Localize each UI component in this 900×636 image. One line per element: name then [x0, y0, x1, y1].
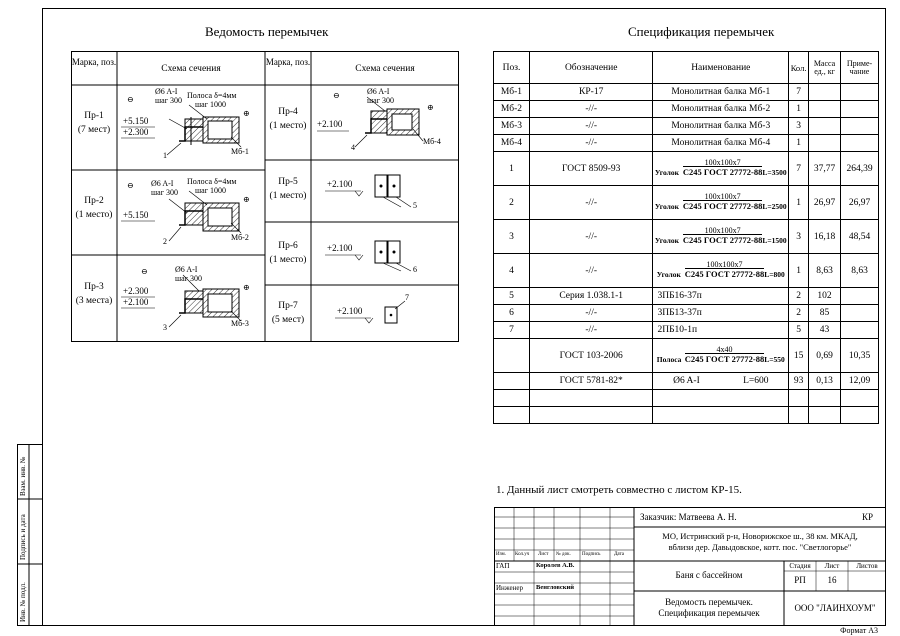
- cell-pos: 6: [494, 305, 530, 322]
- table-row: [494, 322, 879, 339]
- cell-empty: [653, 390, 789, 407]
- label-rebar: Ø6 A-I: [175, 265, 198, 274]
- cell-pos: Мб-2: [494, 101, 530, 118]
- label-rebar: Ø6 A-I: [151, 179, 174, 188]
- label-elev: +2.100: [317, 119, 343, 129]
- cell-qty: 3: [789, 118, 809, 135]
- cell-qty: 15: [789, 339, 809, 373]
- header-mark-left: Марка, поз.: [71, 57, 117, 67]
- cell-empty: [529, 407, 653, 424]
- object-name: Баня с бассейном: [675, 570, 743, 580]
- cell-empty: [809, 407, 841, 424]
- cell-note: 8,63: [841, 254, 879, 288]
- table-row: [494, 305, 879, 322]
- cell-mass: 0,13: [809, 373, 841, 390]
- profile-type: Полоса: [656, 354, 682, 364]
- document-name: [634, 597, 784, 620]
- cell-name: [653, 152, 789, 186]
- profile-steel: С245 ГОСТ 27772-88: [682, 200, 763, 211]
- cell-code: -//-: [529, 254, 653, 288]
- cell-name: [653, 339, 789, 373]
- customer: Заказчик: Матвеева А. Н.: [640, 512, 737, 522]
- cell-code: Серия 1.038.1-1: [529, 288, 653, 305]
- document-name-line-1: Ведомость перемычек.: [665, 597, 753, 607]
- label-beam: Мб-3: [231, 319, 249, 328]
- label-step: шаг 300: [175, 274, 202, 283]
- label-elev-1: +5.150: [123, 210, 149, 220]
- table-row: [494, 186, 879, 220]
- cell-qty: 93: [789, 373, 809, 390]
- label-strip-step: шаг 1000: [195, 100, 226, 109]
- profile-length: L=2500: [762, 201, 787, 211]
- cell-qty: 1: [789, 101, 809, 118]
- cell-name-part: Ø6 A-I: [673, 376, 700, 386]
- plus-sign: ⊕: [243, 195, 250, 204]
- profile-size: 100х100х7: [706, 260, 743, 270]
- cell-pos: Мб-3: [494, 118, 530, 135]
- table-row: [494, 152, 879, 186]
- cell-pos: 1: [494, 152, 530, 186]
- table-row: [494, 390, 879, 407]
- stage-header: Стадия: [789, 562, 811, 570]
- cell-pos: Мб-1: [494, 84, 530, 101]
- label-elev: +2.100: [327, 179, 353, 189]
- cell-mass: 37,77: [809, 152, 841, 186]
- cell-mass: 43: [809, 322, 841, 339]
- cell-mass: 16,18: [809, 220, 841, 254]
- table-row: [494, 135, 879, 152]
- cell-mass: 102: [809, 288, 841, 305]
- cell-code: -//-: [529, 101, 653, 118]
- cell-code: -//-: [529, 135, 653, 152]
- cell-mass: 0,69: [809, 339, 841, 373]
- label-pos: 4: [351, 143, 355, 152]
- sheet-value: 16: [827, 575, 837, 585]
- project-code: КР: [862, 512, 874, 522]
- cell-note: 26,97: [841, 186, 879, 220]
- side-label-inventory: Инв. № подл.: [19, 582, 27, 622]
- cell-code: ГОСТ 5781-82*: [529, 373, 653, 390]
- label-elev-1: +5.150: [123, 116, 149, 126]
- title-block: [494, 507, 886, 626]
- cell-name-length: L=600: [743, 376, 769, 386]
- cell-name: Монолитная балка Мб-3: [653, 118, 789, 135]
- minus-sign: ⊖: [141, 267, 148, 276]
- cell-pos: [494, 373, 530, 390]
- left-title: Ведомость перемычек: [205, 24, 329, 39]
- profile-steel: С245 ГОСТ 27772-88: [682, 234, 763, 245]
- label-elev-2: +2.300: [123, 127, 149, 137]
- profile-steel: С245 ГОСТ 27772-88: [682, 166, 763, 177]
- organization: ООО "ЛАИНХОУМ": [794, 603, 876, 613]
- col-date: Дата: [614, 552, 624, 557]
- table-row: [494, 84, 879, 101]
- col-sheet: Лист: [538, 552, 549, 557]
- profile-length: L=3500: [762, 167, 787, 177]
- cell-pos: [494, 339, 530, 373]
- cell-note: 48,54: [841, 220, 879, 254]
- sheets-header: Листов: [856, 562, 878, 570]
- spec-header-qty: Кол.: [789, 52, 809, 84]
- profile-length: L=550: [764, 354, 785, 364]
- cell-qty: 7: [789, 84, 809, 101]
- cell-name: 3ПБ13-37п: [653, 305, 789, 322]
- cell-empty: [494, 407, 530, 424]
- mark-pr4: Пр-4 (1 место): [269, 107, 307, 132]
- label-step: шаг 300: [367, 96, 394, 105]
- cell-note: [841, 288, 879, 305]
- table-row: [494, 118, 879, 135]
- sheet-note: 1. Данный лист смотреть совместно с листом КР-15.: [496, 484, 742, 496]
- cell-note: 264,39: [841, 152, 879, 186]
- cell-mass: [809, 118, 841, 135]
- profile-type: Уголок: [654, 167, 679, 177]
- label-pos: 5: [413, 201, 417, 210]
- cell-pos: 4: [494, 254, 530, 288]
- cell-name: [653, 220, 789, 254]
- spec-header-note: Приме- чание: [841, 52, 879, 84]
- header-mark-right: Марка, поз.: [265, 57, 311, 67]
- col-count: Кол.уч: [515, 552, 530, 557]
- table-row: [494, 339, 879, 373]
- name-gap: Королев А.В.: [536, 562, 575, 569]
- cell-mass: [809, 135, 841, 152]
- cell-name: [653, 254, 789, 288]
- table-row: [494, 407, 879, 424]
- name-engineer: Венгловский: [536, 584, 575, 591]
- table-row: [494, 101, 879, 118]
- label-step: шаг 300: [151, 188, 178, 197]
- spec-header-code: Обозначение: [529, 52, 653, 84]
- label-beam: Мб-2: [231, 233, 249, 242]
- plus-sign: ⊕: [427, 103, 434, 112]
- cell-qty: 2: [789, 305, 809, 322]
- cell-code: -//-: [529, 305, 653, 322]
- label-elev: +2.100: [327, 243, 353, 253]
- cell-pos: 3: [494, 220, 530, 254]
- profile-type: Уголок: [656, 269, 681, 279]
- profile-size: 100х100х7: [704, 158, 741, 168]
- profile-steel: С245 ГОСТ 27772-88: [684, 353, 765, 364]
- cell-code: КР-17: [529, 84, 653, 101]
- mark-pr2: Пр-2 (1 место): [75, 196, 113, 221]
- cell-empty: [841, 390, 879, 407]
- cell-pos: 7: [494, 322, 530, 339]
- table-row: [494, 373, 879, 390]
- sheet-header: Лист: [824, 562, 840, 570]
- document-name-line-2: Спецификация перемычек: [658, 608, 760, 619]
- header-scheme-left: Схема сечения: [161, 64, 221, 74]
- label-pos: 3: [163, 323, 167, 332]
- sheet-format: Формат А3: [840, 626, 878, 635]
- table-row: [494, 254, 879, 288]
- stage-value: РП: [794, 575, 806, 585]
- profile-size: 4х40: [716, 345, 733, 355]
- cell-name: Монолитная балка Мб-2: [653, 101, 789, 118]
- header-scheme-right: Схема сечения: [355, 64, 415, 74]
- cell-mass: 8,63: [809, 254, 841, 288]
- cell-qty: 1: [789, 186, 809, 220]
- cell-name: Монолитная балка Мб-4: [653, 135, 789, 152]
- table-row: [494, 288, 879, 305]
- cell-empty: [789, 390, 809, 407]
- col-change: Изм.: [496, 552, 506, 557]
- cell-note: [841, 305, 879, 322]
- cell-mass: [809, 101, 841, 118]
- cell-note: [841, 84, 879, 101]
- cell-note: [841, 101, 879, 118]
- mark-pr3: Пр-3 (3 места): [75, 282, 113, 307]
- profile-type: Уголок: [654, 235, 679, 245]
- address-line-1: МО, Истринский р-н, Новорижское ш., 38 км. МКАД,: [662, 531, 858, 541]
- cell-qty: 1: [789, 135, 809, 152]
- cell-empty: [653, 407, 789, 424]
- cell-qty: 2: [789, 288, 809, 305]
- cell-name: 3ПБ16-37п: [653, 288, 789, 305]
- label-pos: 1: [163, 151, 167, 160]
- lintel-schedule-table: [71, 51, 459, 342]
- mark-pr1: Пр-1 (7 мест): [77, 111, 111, 136]
- cell-qty: 5: [789, 322, 809, 339]
- cell-note: [841, 118, 879, 135]
- cell-name: [653, 186, 789, 220]
- label-pos: 7: [405, 293, 409, 302]
- minus-sign: ⊖: [333, 91, 340, 100]
- cell-pos: 2: [494, 186, 530, 220]
- profile-type: Уголок: [654, 201, 679, 211]
- cell-mass: [809, 84, 841, 101]
- mark-pr7: Пр-7 (5 мест): [271, 301, 305, 326]
- profile-size: 100х100х7: [704, 226, 741, 236]
- address-line-2: вблизи дер. Давыдовское, котт. пос. "Светлогорье": [668, 542, 852, 553]
- side-label-signature: Подпись и дата: [19, 514, 27, 560]
- spec-header-name: Наименование: [653, 52, 789, 84]
- cell-empty: [841, 407, 879, 424]
- cell-code: -//-: [529, 118, 653, 135]
- profile-size: 100х100х7: [704, 192, 741, 202]
- cell-code: -//-: [529, 220, 653, 254]
- plus-sign: ⊕: [243, 283, 250, 292]
- col-sign: Подпись: [582, 552, 601, 557]
- cell-note: [841, 135, 879, 152]
- cell-name: Монолитная балка Мб-1: [653, 84, 789, 101]
- label-strip: Полоса δ=4мм: [187, 177, 237, 186]
- cell-note: [841, 322, 879, 339]
- cell-code: ГОСТ 8509-93: [529, 152, 653, 186]
- label-beam: Мб-1: [231, 147, 249, 156]
- side-label-replace: Взам. инв. №: [19, 456, 27, 496]
- cell-qty: 3: [789, 220, 809, 254]
- label-strip: Полоса δ=4мм: [187, 91, 237, 100]
- cell-qty: 7: [789, 152, 809, 186]
- spec-header-pos: Поз.: [494, 52, 530, 84]
- minus-sign: ⊖: [127, 95, 134, 104]
- profile-steel: С245 ГОСТ 27772-88: [684, 268, 765, 279]
- cell-code: ГОСТ 103-2006: [529, 339, 653, 373]
- spec-header-row: [494, 52, 879, 84]
- cell-code: -//-: [529, 322, 653, 339]
- label-rebar: Ø6 A-I: [367, 87, 390, 96]
- label-step: шаг 300: [155, 96, 182, 105]
- cell-pos: 5: [494, 288, 530, 305]
- spec-table: [493, 51, 879, 424]
- plus-sign: ⊕: [243, 109, 250, 118]
- mark-pr5: Пр-5 (1 место): [269, 177, 307, 202]
- cell-empty: [789, 407, 809, 424]
- address: [634, 531, 886, 553]
- profile-length: L=1500: [762, 235, 787, 245]
- cell-pos: Мб-4: [494, 135, 530, 152]
- spec-header-mass: Масса ед., кг: [809, 52, 841, 84]
- minus-sign: ⊖: [127, 181, 134, 190]
- cell-empty: [529, 390, 653, 407]
- cell-note: 10,35: [841, 339, 879, 373]
- cell-mass: 26,97: [809, 186, 841, 220]
- mark-pr6: Пр-6 (1 место): [269, 241, 307, 266]
- label-rebar: Ø6 A-I: [155, 87, 178, 96]
- cell-name: 2ПБ10-1п: [653, 322, 789, 339]
- cell-empty: [494, 390, 530, 407]
- cell-note: 12,09: [841, 373, 879, 390]
- label-pos: 6: [413, 265, 417, 274]
- cell-empty: [809, 390, 841, 407]
- role-engineer: Инженер: [496, 584, 524, 592]
- label-beam: Мб-4: [423, 137, 441, 146]
- cell-qty: 1: [789, 254, 809, 288]
- profile-length: L=800: [764, 269, 785, 279]
- cell-name: [653, 373, 789, 390]
- cell-mass: 85: [809, 305, 841, 322]
- label-elev-1: +2.300: [123, 286, 149, 296]
- label-pos: 2: [163, 237, 167, 246]
- side-stamp: [17, 444, 43, 626]
- label-strip-step: шаг 1000: [195, 186, 226, 195]
- role-gap: ГАП: [496, 562, 510, 570]
- right-title: Спецификация перемычек: [628, 24, 775, 39]
- col-doc: № док.: [556, 552, 571, 557]
- label-elev: +2.100: [337, 306, 363, 316]
- cell-code: -//-: [529, 186, 653, 220]
- table-row: [494, 220, 879, 254]
- label-elev-2: +2.100: [123, 297, 149, 307]
